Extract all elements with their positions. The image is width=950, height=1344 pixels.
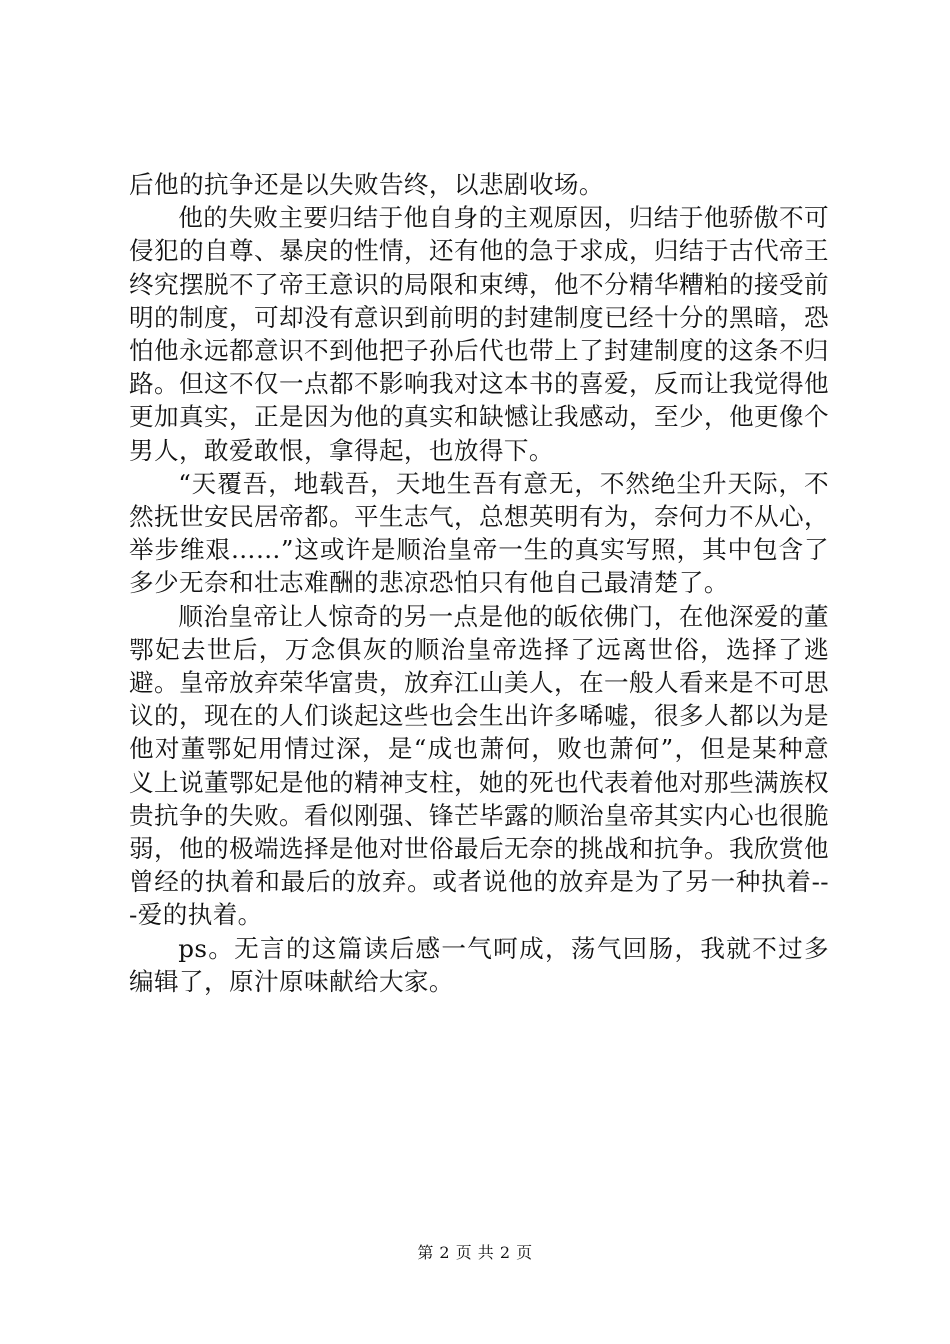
paragraph-continuation: 后他的抗争还是以失败告终，以悲剧收场。 — [129, 170, 604, 199]
page-footer: 第 2 页 共 2 页 — [417, 1243, 533, 1262]
paragraph-buddhism: 顺治皇帝让人惊奇的另一点是他的皈依佛门，在他深爱的董鄂妃去世后，万念俱灰的顺治皇帝选择了远离世俗，选择了逃避。皇帝放弃荣华富贵，放弃江山美人，在一般人看来是不可思议的，现在的人们谈起这些也会生出许多唏嘘，很多人都以为是他对董鄂妃用情过深，是“成也萧何，败也萧何”，但是某种意义上说董鄂妃是他的精神支柱，她的死也代表着他对那些满族权贵抗争的失败。看似刚强、锋芒毕露的顺治皇帝其实内心也很脆弱，他的极端选择是他对世俗最后无奈的挑战和抗争。我欣赏他曾经的执着和最后的放弃。或者说他的放弃是为了另一种执着---爱的执着。 — [129, 601, 829, 930]
paragraph-failure-analysis: 他的失败主要归结于他自身的主观原因，归结于他骄傲不可侵犯的自尊、暴戾的性情，还有他的急于求成，归结于古代帝王终究摆脱不了帝王意识的局限和束缚，他不分精华糟粕的接受前明的制度，可却没有意识到前明的封建制度已经十分的黑暗，恐怕他永远都意识不到他把子孙后代也带上了封建制度的这条不归路。但这不仅一点都不影响我对这本书的喜爱，反而让我觉得他更加真实，正是因为他的真实和缺憾让我感动，至少，他更像个男人，敢爱敢恨，拿得起，也放得下。 — [129, 203, 829, 465]
paragraph-poem-quote: “天覆吾，地载吾，天地生吾有意无，不然绝尘升天际，不然抚世安民居帝都。平生志气，总想英明有为，奈何力不从心，举步维艰……”这或许是顺治皇帝一生的真实写照，其中包含了多少无奈和壮志难酬的悲凉恐怕只有他自己最清楚了。 — [129, 468, 829, 598]
paragraph-postscript: ps。无言的这篇读后感一气呵成，荡气回肠，我就不过多编辑了，原汁原味献给大家。 — [129, 933, 829, 996]
document-body — [129, 168, 829, 998]
